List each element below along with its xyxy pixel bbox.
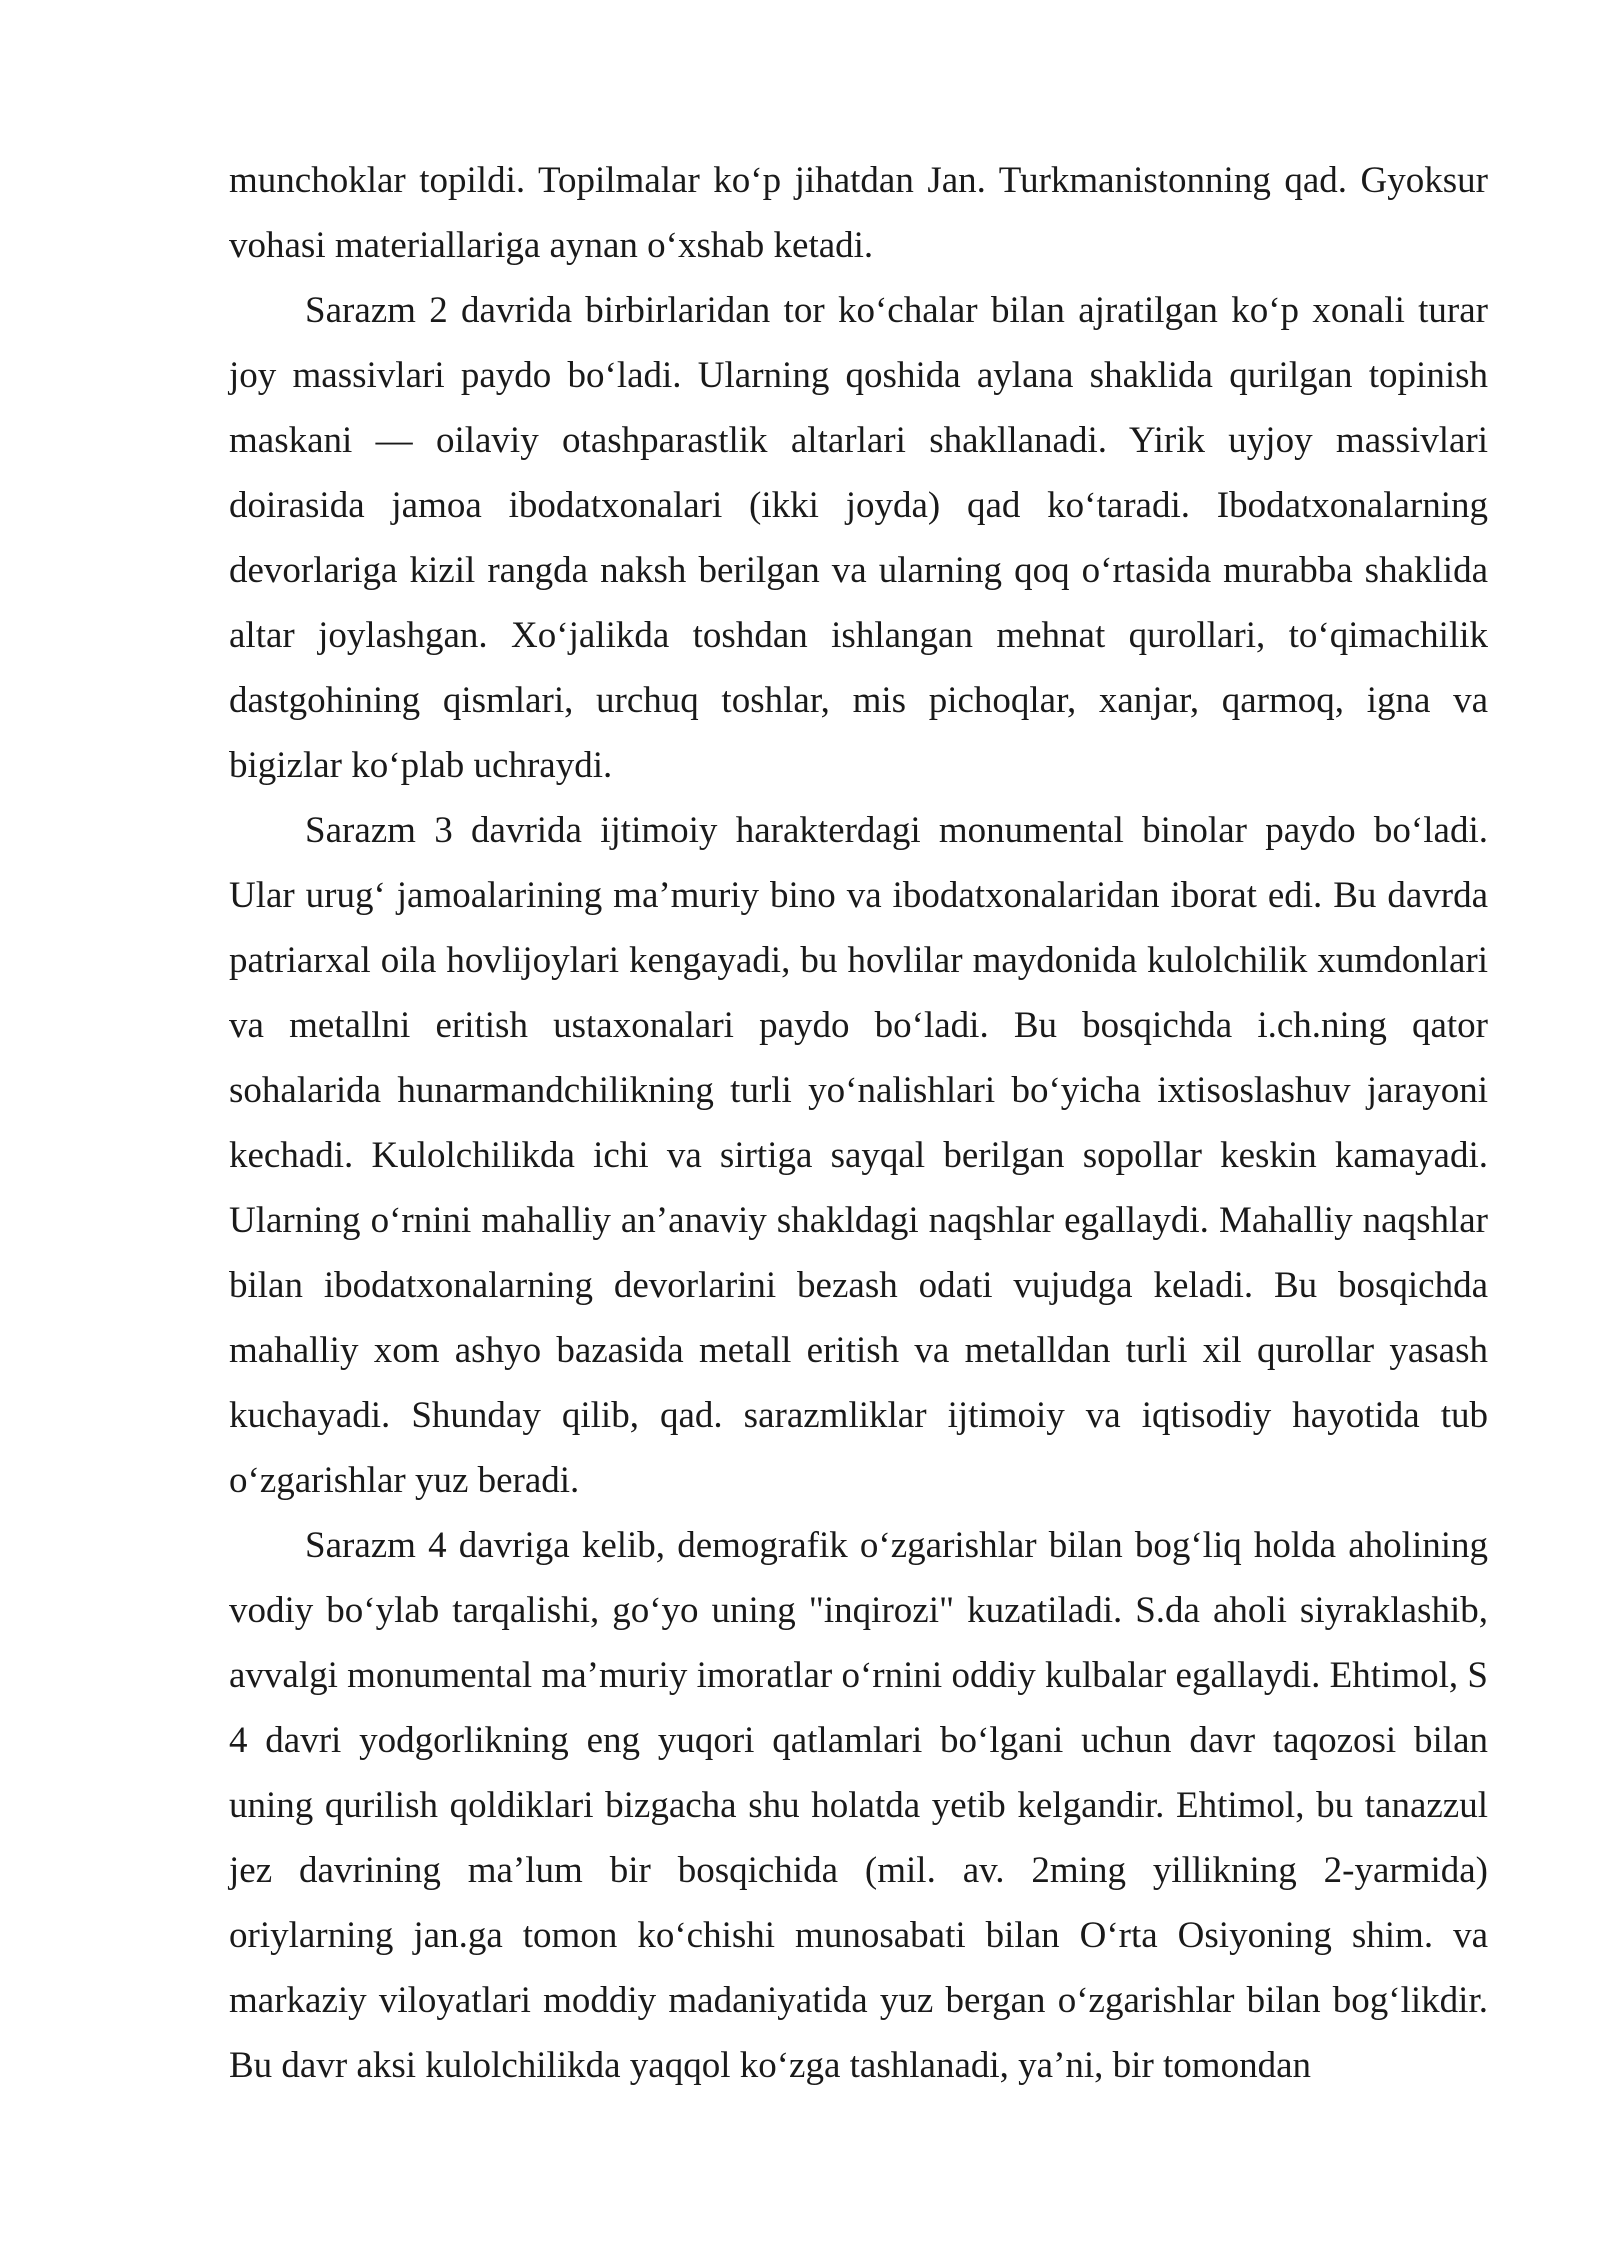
paragraph-sarazm-4: Sarazm 4 davriga kelib, demografik o‘zgarishlar bilan bog‘liq holda aholining vodiy bo‘ylab tarqalishi, go‘yo uning "inqirozi" kuzatiladi. S.da aholi siyraklashib, avvalgi monumental ma’muriy imoratlar o‘rnini oddiy kulbalar egallaydi. Ehtimol, S 4 davri yodgorlikning eng yuqori qatlamlari bo‘lgani uchun davr taqozosi bilan uning qurilish qoldiklari bizgacha shu holatda yetib kelgandir. Ehtimol, bu tanazzul jez davrining ma’lum bir bosqichida (mil. av. 2ming yillikning 2-yarmida) oriylarning jan.ga tomon ko‘chishi munosabati bilan O‘rta Osiyoning shim. va markaziy viloyatlari moddiy madaniyatida yuz bergan o‘zgarishlar bilan bog‘likdir. Bu davr aksi kulolchilikda yaqqol ko‘zga tashlanadi, ya’ni, bir tomondan [229, 1525, 1488, 2086]
paragraph-sarazm-2: Sarazm 2 davrida birbirlaridan tor ko‘chalar bilan ajratilgan ko‘p xonali turar joy massivlari paydo bo‘ladi. Ularning qoshida aylana shaklida qurilgan topinish maskani — oilaviy otashparastlik altarlari shakllanadi. Yirik uyjoy massivlari doirasida jamoa ibodatxonalari (ikki joyda) qad ko‘taradi. Ibodatxonalarning devorlariga kizil rangda naksh berilgan va ularning qoq o‘rtasida murabba shaklida altar joylashgan. Xo‘jalikda toshdan ishlangan mehnat qurollari, to‘qimachilik dastgohining qismlari, urchuq toshlar, mis pichoqlar, xanjar, qarmoq, igna va bigizlar ko‘plab uchraydi. [229, 290, 1488, 786]
paragraph-continuation: munchoklar topildi. Topilmalar ko‘p jihatdan Jan. Turkmanistonning qad. Gyoksur vohasi materiallariga aynan o‘xshab ketadi. [229, 160, 1488, 266]
paragraph-sarazm-3: Sarazm 3 davrida ijtimoiy harakterdagi monumental binolar paydo bo‘ladi. Ular urug‘ jamoalarining ma’muriy bino va ibodatxonalaridan iborat edi. Bu davrda patriarxal oila hovlijoylari kengayadi, bu hovlilar maydonida kulolchilik xumdonlari va metallni eritish ustaxonalari paydo bo‘ladi. Bu bosqichda i.ch.ning qator sohalarida hunarmandchilikning turli yo‘nalishlari bo‘yicha ixtisoslashuv jarayoni kechadi. Kulolchilikda ichi va sirtiga sayqal berilgan sopollar keskin kamayadi. Ularning o‘rnini mahalliy an’anaviy shakldagi naqshlar egallaydi. Mahalliy naqshlar bilan ibodatxonalarning devorlarini bezash odati vujudga keladi. Bu bosqichda mahalliy xom ashyo bazasida metall eritish va metalldan turli xil qurollar yasash kuchayadi. Shunday qilib, qad. sarazmliklar ijtimoiy va iqtisodiy hayotida tub o‘zgarishlar yuz beradi. [229, 810, 1488, 1501]
document-page [229, 148, 1488, 2098]
